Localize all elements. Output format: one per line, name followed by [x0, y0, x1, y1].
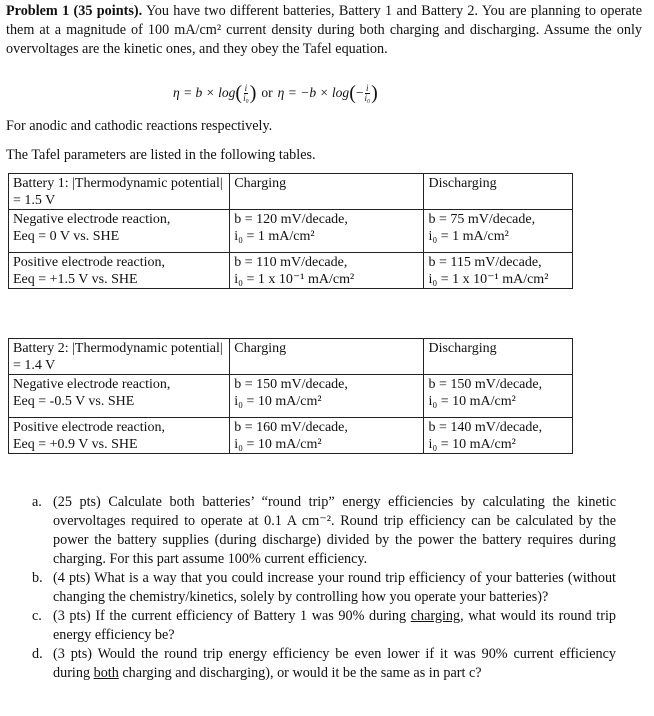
table1-header-battery: Battery 1: |Thermodynamic potential| = 1.5 V [9, 174, 230, 210]
table-cell: b = 150 mV/decade, i₀ = 10 mA/cm² [230, 375, 424, 418]
table-cell: Negative electrode reaction, Eeq = 0 V vs. SHE [9, 210, 230, 253]
table-cell: b = 75 mV/decade, i₀ = 1 mA/cm² [424, 210, 573, 253]
table-cell: b = 115 mV/decade, i₀ = 1 x 10⁻¹ mA/cm² [424, 253, 573, 289]
table-cell: b = 110 mV/decade, i₀ = 1 x 10⁻¹ mA/cm² [230, 253, 424, 289]
tafel-equation: η = b × log ( $\frac{i}{\text{i₀}}$ ) or η = −b × log ( − $\frac{i}{\text{i₀}}$ ) [173, 81, 378, 104]
table-cell: Negative electrode reaction, Eeq = -0.5 V vs. SHE [9, 375, 230, 418]
table-row [9, 253, 573, 289]
table2-header-discharging: Discharging [424, 339, 573, 375]
question-b: b. (4 pts) What is a way that you could increase your round trip efficiency of your batteries (without changing the chemistry/kinetics, solely by controlling how you operate your batteries)? [32, 570, 616, 605]
table1-header-discharging: Discharging [424, 174, 573, 210]
tables-intro-text: The Tafel parameters are listed in the following tables. [6, 147, 316, 163]
table-row [9, 174, 573, 210]
problem-intro [6, 2, 642, 59]
question-d: d. (3 pts) Would the round trip energy efficiency be even lower if it was 90% current efficiency during both charging and discharging), or would it be the same as in part c? [32, 646, 616, 681]
table-cell: b = 150 mV/decade, i₀ = 10 mA/cm² [424, 375, 573, 418]
table-cell: b = 140 mV/decade, i₀ = 10 mA/cm² [424, 418, 573, 454]
after-equation-text: For anodic and cathodic reactions respectively. [6, 118, 273, 134]
cathodic-equation: η = −b × log [277, 85, 350, 100]
table2-header-battery: Battery 2: |Thermodynamic potential| = 1.4 V [9, 339, 230, 375]
question-c: c. (3 pts) If the current efficiency of Battery 1 was 90% during charging, what would its round trip energy efficiency be? [32, 608, 616, 643]
anodic-equation: η = b × log [173, 85, 236, 100]
battery1-table [8, 173, 573, 289]
table-cell: b = 160 mV/decade, i₀ = 10 mA/cm² [230, 418, 424, 454]
question-list [32, 493, 616, 683]
problem-title: Problem 1 (35 points). [6, 3, 143, 19]
equation-connector: or [261, 85, 273, 100]
table-row [9, 339, 573, 375]
table2-header-charging: Charging [230, 339, 424, 375]
current-ratio-fraction: $\frac{i}{\text{i₀}}$ [243, 82, 249, 103]
table-row [9, 418, 573, 454]
table-row [9, 375, 573, 418]
problem-text: You have two different batteries, Battery 1 and Battery 2. You are planning to operate them at a magnitude of 100 mA/cm² current density during both charging and discharging. Assume the only overvoltages are the kinetic ones, and they obey the Tafel equation. [6, 3, 642, 57]
table-cell: b = 120 mV/decade, i₀ = 1 mA/cm² [230, 210, 424, 253]
current-ratio-fraction-2: $\frac{i}{\text{i₀}}$ [364, 82, 371, 103]
question-a: a. (25 pts) Calculate both batteries’ “round trip” energy efficiencies by calculating the kinetic overvoltages required to operate at 0.1 A cm⁻². Round trip efficiency can be calculated by the power the battery supplies (during discharge) divided by the power the battery requires during charging. For this part assume 100% current efficiency. [32, 494, 616, 567]
table-cell: Positive electrode reaction, Eeq = +1.5 V vs. SHE [9, 253, 230, 289]
table-cell: Positive electrode reaction, Eeq = +0.9 V vs. SHE [9, 418, 230, 454]
table1-header-charging: Charging [230, 174, 424, 210]
battery2-table [8, 338, 573, 454]
table-row [9, 210, 573, 253]
